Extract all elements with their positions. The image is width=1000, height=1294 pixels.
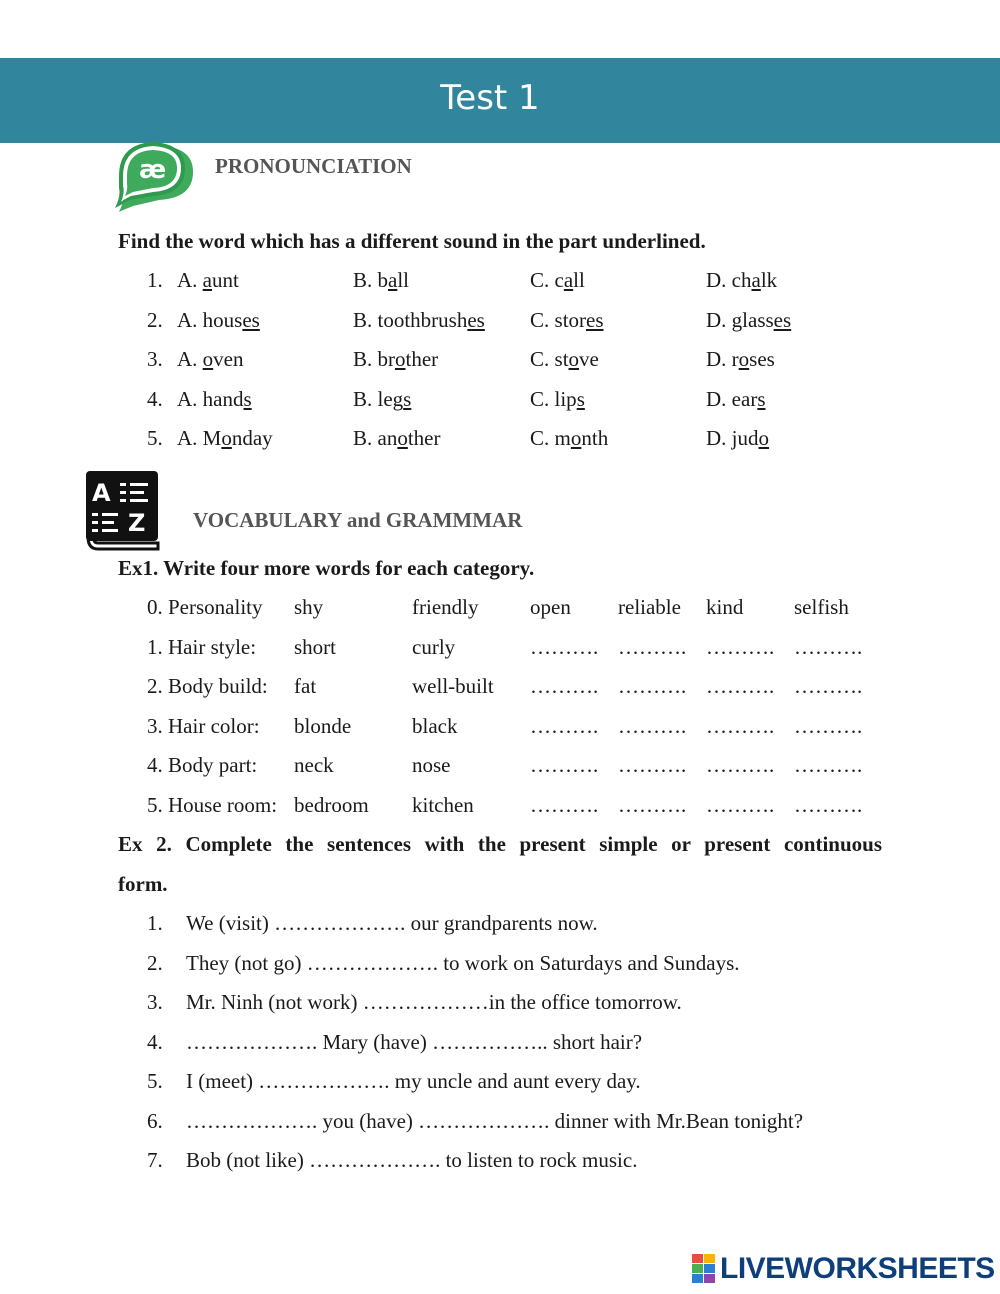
ex1-title: Ex1. Write four more words for each category. bbox=[118, 556, 535, 580]
underlined-part: a bbox=[202, 268, 212, 292]
answer-blank: ………. bbox=[794, 792, 863, 817]
item-number: 2. bbox=[147, 307, 163, 332]
word-start: c bbox=[554, 268, 564, 292]
answer-blank: ………. bbox=[618, 634, 687, 659]
answer-option bbox=[177, 387, 252, 412]
word-end: ll bbox=[573, 268, 585, 292]
title-banner bbox=[0, 58, 1000, 143]
underlined-part: o bbox=[738, 347, 750, 371]
word-end: lk bbox=[760, 268, 778, 292]
answer-blank: ………. bbox=[618, 713, 687, 738]
word-start: an bbox=[377, 426, 398, 450]
example-word: curly bbox=[412, 634, 456, 659]
sentence-number: 5. bbox=[147, 1069, 163, 1093]
word-end: ther bbox=[407, 426, 441, 450]
answer-blank: ………. bbox=[794, 674, 863, 698]
underlined-part: es bbox=[586, 307, 604, 332]
answer-blank: ………. bbox=[706, 713, 775, 738]
category-label: 2. Body build: bbox=[147, 674, 268, 698]
option-letter: C. bbox=[530, 426, 550, 450]
answer-option bbox=[530, 308, 604, 333]
option-letter: A. bbox=[177, 307, 198, 332]
word-end: ve bbox=[579, 347, 599, 371]
answer-blank: ………. bbox=[794, 634, 863, 659]
underlined-part: a bbox=[563, 268, 574, 292]
underlined-part: es bbox=[242, 307, 260, 332]
word-start: M bbox=[202, 426, 222, 450]
word-start: r bbox=[731, 347, 739, 371]
word-end: unt bbox=[212, 268, 239, 292]
option-letter: B. bbox=[353, 307, 373, 332]
answer-option bbox=[353, 347, 438, 372]
answer-blank: selfish bbox=[794, 595, 849, 619]
example-word: fat bbox=[294, 674, 317, 698]
answer-option bbox=[530, 347, 599, 372]
svg-text:Z: Z bbox=[128, 509, 146, 537]
answer-option bbox=[177, 308, 260, 333]
page-title: Test 1 bbox=[440, 78, 540, 118]
option-letter: B. bbox=[353, 347, 373, 371]
ae-symbol: æ bbox=[139, 155, 167, 185]
example-word: nose bbox=[412, 753, 451, 777]
underlined-part: o bbox=[202, 347, 214, 371]
underlined-part: a bbox=[751, 268, 761, 292]
sentence-text: ………………. Mary (have) …………….. short hair? bbox=[186, 1029, 643, 1054]
category-label: 4. Body part: bbox=[147, 753, 258, 777]
example-word: shy bbox=[294, 595, 324, 619]
word-start: br bbox=[377, 347, 396, 371]
underlined-part: s bbox=[576, 386, 585, 411]
answer-blank: ………. bbox=[530, 674, 599, 698]
word-start: hand bbox=[202, 386, 244, 411]
word-end: ses bbox=[749, 347, 775, 371]
example-word: friendly bbox=[412, 595, 479, 619]
underlined-part: o bbox=[568, 347, 580, 371]
sentence-text: I (meet) ………………. my uncle and aunt every day. bbox=[186, 1069, 641, 1093]
option-letter: D. bbox=[706, 347, 727, 371]
example-word: black bbox=[412, 713, 458, 738]
word-start: st bbox=[554, 347, 569, 371]
answer-blank: ………. bbox=[706, 634, 775, 659]
sentence-number: 7. bbox=[147, 1148, 163, 1172]
word-start: b bbox=[377, 268, 389, 292]
liveworksheets-logo-text: LIVEWORKSHEETS bbox=[720, 1252, 995, 1285]
sentence-text: Bob (not like) ………………. to listen to rock music. bbox=[186, 1148, 638, 1172]
word-end: ther bbox=[405, 347, 439, 371]
sentence-number: 3. bbox=[147, 990, 163, 1014]
word-end: nday bbox=[231, 426, 273, 450]
answer-option bbox=[530, 387, 585, 412]
category-label: 5. House room: bbox=[147, 792, 278, 817]
underlined-part: o bbox=[758, 426, 770, 450]
answer-option bbox=[177, 347, 244, 372]
answer-blank: ………. bbox=[706, 674, 775, 698]
answer-blank: ………. bbox=[530, 713, 599, 738]
pronunciation-heading: PRONOUNCIATION bbox=[215, 154, 412, 178]
underlined-part: o bbox=[395, 347, 406, 371]
category-label: 3. Hair color: bbox=[147, 713, 260, 738]
word-start: m bbox=[554, 426, 571, 450]
item-number: 4. bbox=[147, 386, 163, 411]
answer-blank: ………. bbox=[706, 753, 775, 777]
answer-blank: ………. bbox=[530, 792, 599, 817]
option-letter: A. bbox=[177, 426, 198, 450]
answer-option bbox=[706, 308, 791, 333]
word-end: ven bbox=[213, 347, 244, 371]
option-letter: D. bbox=[706, 386, 727, 411]
underlined-part: a bbox=[388, 268, 398, 292]
example-word: neck bbox=[294, 753, 334, 777]
answer-blank: ………. bbox=[794, 753, 863, 777]
answer-option bbox=[353, 268, 409, 293]
answer-option bbox=[177, 426, 273, 451]
answer-option bbox=[706, 268, 777, 293]
example-word: bedroom bbox=[294, 792, 369, 817]
dictionary-book-icon bbox=[84, 469, 160, 553]
word-start: leg bbox=[377, 386, 404, 411]
option-letter: A. bbox=[177, 268, 198, 292]
option-letter: B. bbox=[353, 426, 373, 450]
answer-option bbox=[706, 347, 775, 372]
option-letter: C. bbox=[530, 268, 550, 292]
word-start: hous bbox=[202, 307, 243, 332]
sentence-number: 6. bbox=[147, 1108, 163, 1133]
category-label: 1. Hair style: bbox=[147, 634, 257, 659]
answer-option bbox=[353, 426, 441, 451]
example-word: kitchen bbox=[412, 792, 474, 817]
answer-option bbox=[530, 426, 608, 451]
word-start: toothbrush bbox=[377, 307, 468, 332]
word-start: lip bbox=[554, 386, 577, 411]
example-word: short bbox=[294, 634, 336, 659]
sentence-number: 4. bbox=[147, 1029, 163, 1054]
option-letter: C. bbox=[530, 307, 550, 332]
word-start: stor bbox=[554, 307, 587, 332]
underlined-part: es bbox=[467, 307, 485, 332]
underlined-part: o bbox=[570, 426, 582, 450]
word-start: ear bbox=[731, 386, 758, 411]
underlined-part: s bbox=[757, 386, 766, 411]
option-letter: C. bbox=[530, 386, 550, 411]
option-letter: D. bbox=[706, 426, 727, 450]
word-start: glass bbox=[731, 307, 774, 332]
example-word: blonde bbox=[294, 713, 352, 738]
option-letter: B. bbox=[353, 268, 373, 292]
answer-option bbox=[353, 308, 485, 333]
word-end: nth bbox=[581, 426, 609, 450]
underlined-part: s bbox=[403, 386, 412, 411]
speech-bubble-icon bbox=[113, 140, 199, 216]
item-number: 1. bbox=[147, 268, 163, 292]
word-end: ll bbox=[397, 268, 410, 292]
sentence-text: We (visit) ………………. our grandparents now. bbox=[186, 911, 598, 935]
word-start: ch bbox=[731, 268, 752, 292]
answer-blank: reliable bbox=[618, 595, 681, 619]
answer-option bbox=[177, 268, 239, 293]
underlined-part: o bbox=[221, 426, 232, 450]
answer-blank: ………. bbox=[618, 753, 687, 777]
answer-blank: ………. bbox=[618, 674, 687, 698]
answer-option bbox=[706, 387, 766, 412]
sentence-number: 2. bbox=[147, 950, 163, 975]
vocabulary-heading: VOCABULARY and GRAMMMAR bbox=[193, 508, 523, 532]
ex2-title-line2: form. bbox=[118, 872, 168, 896]
answer-blank: ………. bbox=[794, 713, 863, 738]
option-letter: D. bbox=[706, 268, 727, 292]
answer-blank: ………. bbox=[530, 634, 599, 659]
word-start: jud bbox=[731, 426, 759, 450]
sentence-number: 1. bbox=[147, 911, 163, 935]
sentence-text: ………………. you (have) ………………. dinner with Mr.Bean tonight? bbox=[186, 1108, 804, 1133]
answer-blank: ………. bbox=[618, 792, 687, 817]
pronunciation-instruction: Find the word which has a different sound in the part underlined. bbox=[118, 229, 706, 253]
svg-text:A: A bbox=[92, 479, 111, 507]
answer-blank: ………. bbox=[530, 753, 599, 777]
sentence-text: They (not go) ………………. to work on Saturdays and Sundays. bbox=[186, 950, 740, 975]
option-letter: A. bbox=[177, 347, 198, 371]
answer-option bbox=[706, 426, 769, 451]
underlined-part: o bbox=[397, 426, 408, 450]
answer-blank: kind bbox=[706, 595, 744, 619]
option-letter: C. bbox=[530, 347, 550, 371]
option-letter: A. bbox=[177, 386, 198, 411]
sentence-text: Mr. Ninh (not work) ………………in the office tomorrow. bbox=[186, 990, 682, 1014]
option-letter: B. bbox=[353, 386, 373, 411]
underlined-part: s bbox=[243, 386, 252, 411]
item-number: 5. bbox=[147, 426, 163, 450]
category-label: 0. Personality bbox=[147, 595, 263, 619]
answer-blank: ………. bbox=[706, 792, 775, 817]
example-word: well-built bbox=[412, 674, 494, 698]
underlined-part: es bbox=[773, 307, 792, 332]
answer-option bbox=[530, 268, 585, 293]
answer-blank: open bbox=[530, 595, 571, 619]
ex2-title-line1: Ex 2. Complete the sentences with the present simple or present continuous bbox=[118, 832, 882, 856]
option-letter: D. bbox=[706, 307, 727, 332]
item-number: 3. bbox=[147, 347, 163, 371]
liveworksheets-logo-icon bbox=[692, 1253, 716, 1285]
answer-option bbox=[353, 387, 411, 412]
